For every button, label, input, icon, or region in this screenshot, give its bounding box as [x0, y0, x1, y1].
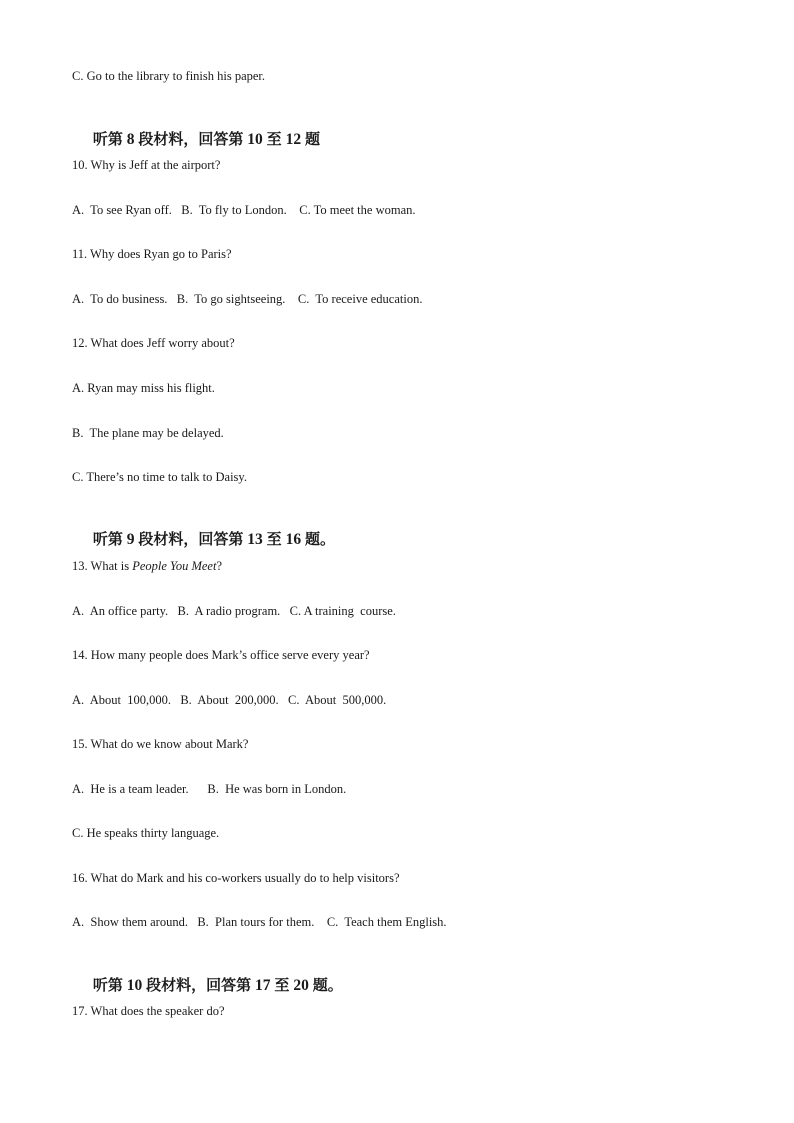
- question-16: 16. What do Mark and his co-workers usually do to help visitors?: [72, 871, 400, 885]
- heading-number: 16: [281, 531, 305, 548]
- question-11: 11. Why does Ryan go to Paris?: [72, 247, 232, 261]
- heading-text: 至: [266, 130, 282, 148]
- heading-number: 12: [281, 131, 305, 148]
- program-title: People You Meet: [132, 559, 217, 573]
- question-13-prefix: 13. What is: [72, 559, 133, 573]
- heading-text: 听第: [92, 530, 123, 548]
- question-13-suffix: ?: [216, 559, 222, 573]
- heading-text: 段材料，回答第: [146, 976, 252, 994]
- heading-number: 17: [251, 977, 275, 994]
- heading-text: 听第: [92, 976, 123, 994]
- question-10: 10. Why is Jeff at the airport?: [72, 158, 221, 172]
- question-12-option-c: C. There’s no time to talk to Daisy.: [72, 470, 247, 484]
- heading-text: 至: [274, 976, 290, 994]
- question-15-options: A. He is a team leader. B. He was born in London.: [72, 782, 347, 796]
- question-11-options: A. To do business. B. To go sightseeing. C. To receive education.: [72, 292, 423, 306]
- question-15: 15. What do we know about Mark?: [72, 737, 249, 751]
- heading-number: 9: [122, 531, 139, 548]
- question-12: 12. What does Jeff worry about?: [72, 336, 235, 350]
- question-16-options: A. Show them around. B. Plan tours for them. C. Teach them English.: [72, 915, 447, 929]
- question-15-option-c: C. He speaks thirty language.: [72, 826, 220, 840]
- heading-number: 10: [243, 131, 267, 148]
- q9-option-c: C. Go to the library to finish his paper.: [72, 69, 266, 83]
- question-13: [72, 558, 222, 574]
- heading-text: 题。: [304, 530, 335, 548]
- heading-text: 段材料，回答第: [138, 530, 244, 548]
- heading-text: 听第: [92, 130, 123, 148]
- heading-text: 题。: [312, 976, 343, 994]
- question-10-options: A. To see Ryan off. B. To fly to London. C. To meet the woman.: [72, 203, 416, 217]
- question-13-options: A. An office party. B. A radio program. C. A training course.: [72, 604, 396, 618]
- heading-number: 20: [289, 977, 313, 994]
- heading-number: 10: [122, 977, 147, 994]
- question-12-option-b: B. The plane may be delayed.: [72, 426, 224, 440]
- question-12-option-a: A. Ryan may miss his flight.: [72, 381, 215, 395]
- heading-text: 段材料，回答第: [138, 130, 244, 148]
- heading-text: 至: [266, 530, 282, 548]
- heading-number: 13: [243, 531, 267, 548]
- question-14: 14. How many people does Mark’s office serve every year?: [72, 648, 370, 662]
- heading-text: 题: [304, 130, 320, 148]
- question-17: 17. What does the speaker do?: [72, 1004, 225, 1018]
- question-14-options: A. About 100,000. B. About 200,000. C. About 500,000.: [72, 693, 387, 707]
- heading-number: 8: [122, 131, 139, 148]
